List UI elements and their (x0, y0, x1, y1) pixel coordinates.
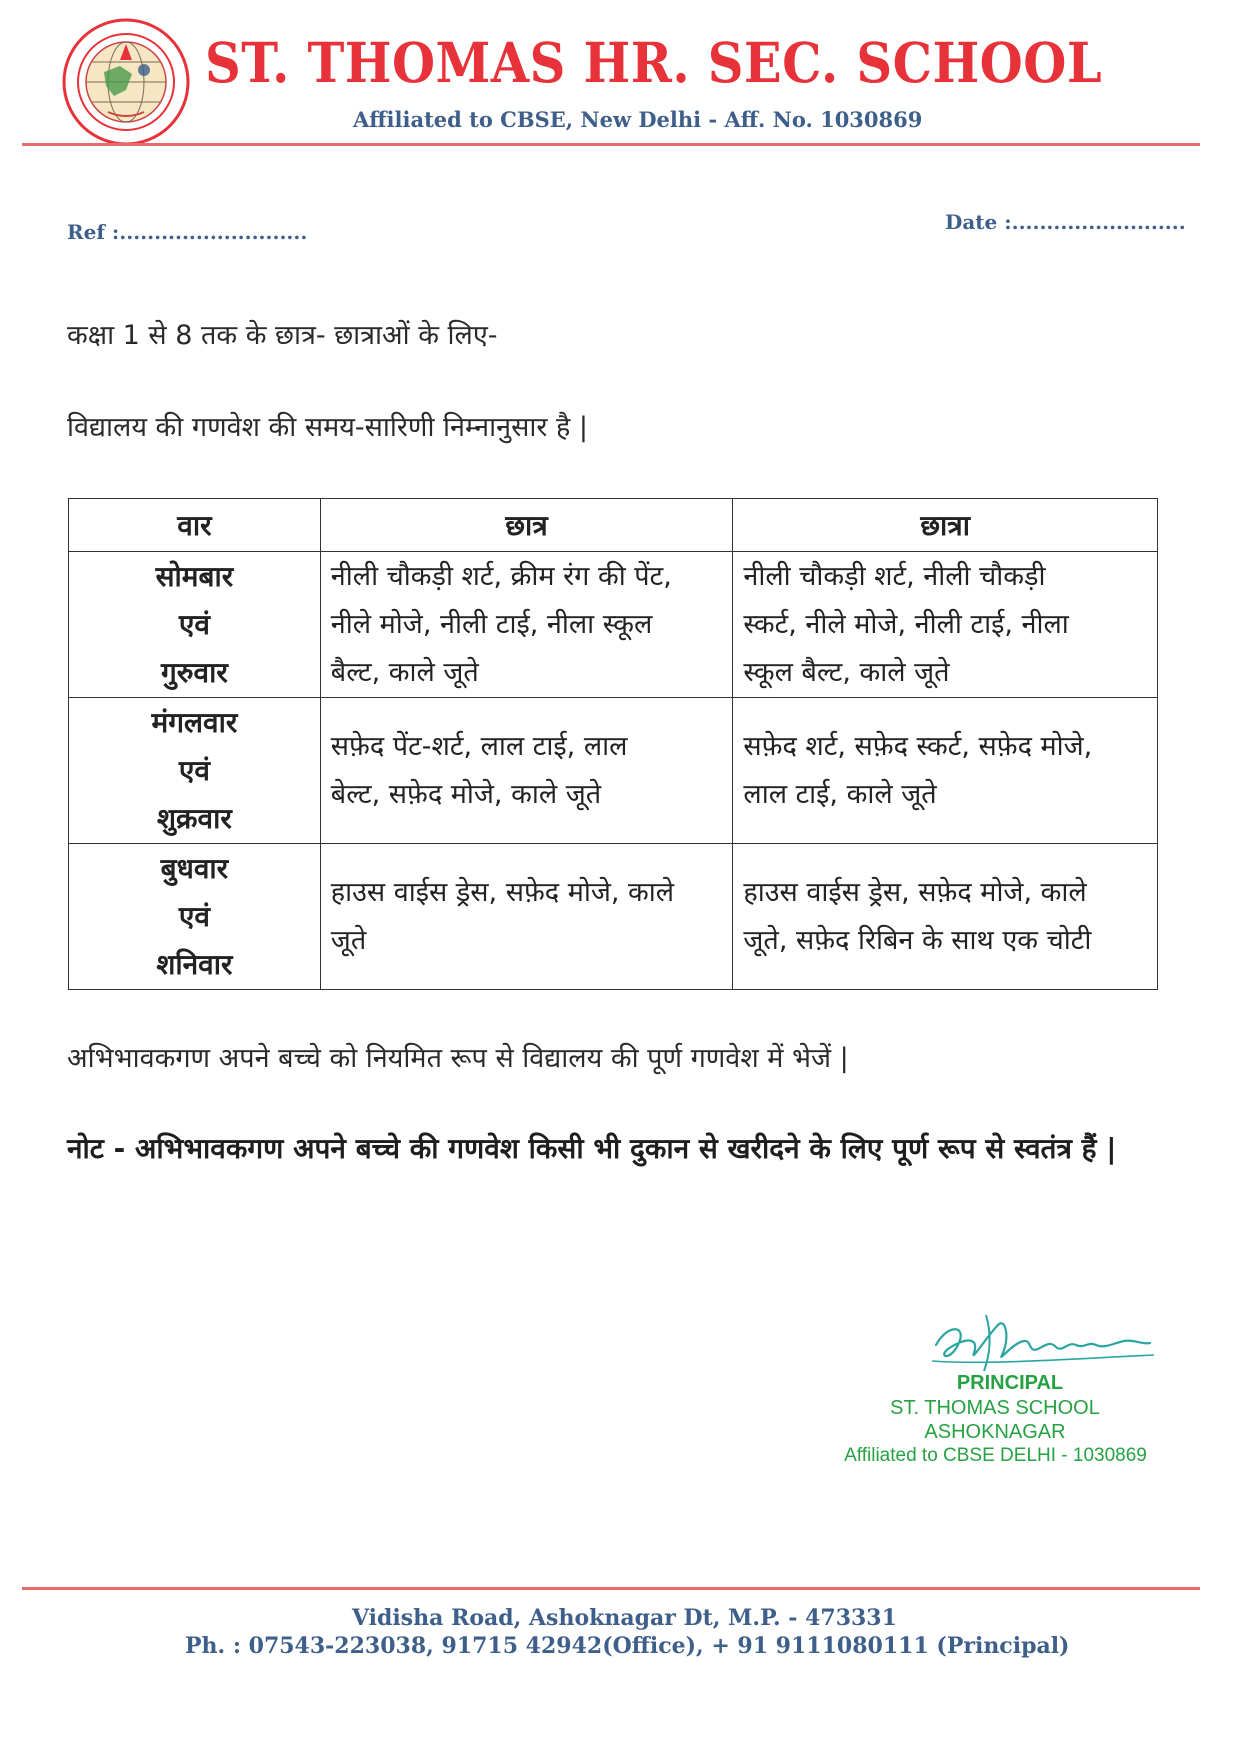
signature-city: ASHOKNAGAR (924, 1421, 1066, 1443)
note-text: नोट - अभिभावकगण अपने बच्चे की गणवेश किसी भी दुकान से खरीदने के लिए पूर्ण रूप से स्वतंत्र हैं | (67, 1132, 1117, 1165)
table-row (69, 844, 1158, 990)
day-label: गुरुवार (161, 655, 228, 689)
day-label: मंगलवार (151, 705, 238, 739)
principal-signature-icon (928, 1305, 1158, 1377)
header-girls: छात्रा (733, 499, 1158, 552)
boys-uniform-cell (320, 844, 733, 990)
girls-uniform-cell (733, 844, 1158, 990)
uniform-line: स्कर्ट, नीले मोजे, नीली टाई, नीला (743, 608, 1069, 640)
uniform-line: बैल्ट, काले जूते (330, 656, 479, 688)
uniform-line: स्कूल बैल्ट, काले जूते (743, 656, 950, 688)
affiliation-text: Affiliated to CBSE, New Delhi - Aff. No. 1030869 (353, 107, 923, 132)
header-day: वार (69, 499, 321, 552)
boys-uniform-cell (320, 698, 733, 844)
school-logo-icon (60, 16, 192, 148)
footer-address: Vidisha Road, Ashoknagar Dt, M.P. - 473331 (352, 1605, 897, 1631)
ref-field: Ref :........................... (67, 220, 308, 244)
table-row (69, 698, 1158, 844)
girls-uniform-cell (733, 552, 1158, 698)
day-cell (69, 552, 321, 698)
school-name: ST. THOMAS HR. SEC. SCHOOL (205, 30, 1103, 95)
header-divider (22, 143, 1200, 146)
class-line: कक्षा 1 से 8 तक के छात्र- छात्राओं के लिए- (67, 320, 498, 351)
uniform-line: नीली चौकड़ी शर्ट, नीली चौकड़ी (743, 560, 1046, 592)
girls-uniform-cell (733, 698, 1158, 844)
day-label: शनिवार (156, 947, 233, 981)
uniform-line: नीली चौकड़ी शर्ट, क्रीम रंग की पेंट, (330, 560, 672, 592)
day-label: एवं (178, 753, 210, 787)
uniform-line: हाउस वाईस ड्रेस, सफ़ेद मोजे, काले (743, 876, 1087, 908)
uniform-line: हाउस वाईस ड्रेस, सफ़ेद मोजे, काले (330, 876, 675, 908)
footer-phone: Ph. : 07543-223038, 91715 42942(Office), + 91 9111080111 (Principal) (185, 1633, 1070, 1659)
uniform-line: जूते (330, 924, 367, 956)
footer-divider (22, 1587, 1200, 1590)
day-cell (69, 698, 321, 844)
uniform-line: नीले मोजे, नीली टाई, नीला स्कूल (330, 608, 653, 640)
uniform-line: जूते, सफ़ेद रिबिन के साथ एक चोटी (743, 924, 1092, 956)
table-header-row (69, 499, 1158, 552)
uniform-line: लाल टाई, काले जूते (743, 778, 937, 810)
day-label: बुधवार (160, 851, 229, 885)
uniform-line: सफ़ेद पेंट-शर्ट, लाल टाई, लाल (330, 730, 628, 762)
header-boys: छात्र (320, 499, 733, 552)
parent-instruction: अभिभावकगण अपने बच्चे को नियमित रूप से विद्यालय की पूर्ण गणवेश में भेजें | (67, 1043, 849, 1074)
day-label: सोमबार (155, 559, 234, 593)
day-label: शुक्रवार (156, 801, 232, 835)
uniform-line: सफ़ेद शर्ट, सफ़ेद स्कर्ट, सफ़ेद मोजे, (743, 730, 1093, 762)
boys-uniform-cell (320, 552, 733, 698)
day-label: एवं (178, 899, 210, 933)
uniform-schedule-table (68, 498, 1158, 990)
table-row (69, 552, 1158, 698)
signature-school: ST. THOMAS SCHOOL (890, 1397, 1100, 1419)
day-label: एवं (178, 607, 210, 641)
signature-affiliation: Affiliated to CBSE DELHI - 1030869 (844, 1445, 1147, 1466)
intro-line: विद्यालय की गणवेश की समय-सारिणी निम्नानुसार है | (67, 412, 588, 443)
date-field: Date :......................... (945, 210, 1186, 234)
day-cell (69, 844, 321, 990)
signature-title: PRINCIPAL (956, 1372, 1064, 1394)
uniform-line: बेल्ट, सफ़ेद मोजे, काले जूते (330, 778, 602, 810)
